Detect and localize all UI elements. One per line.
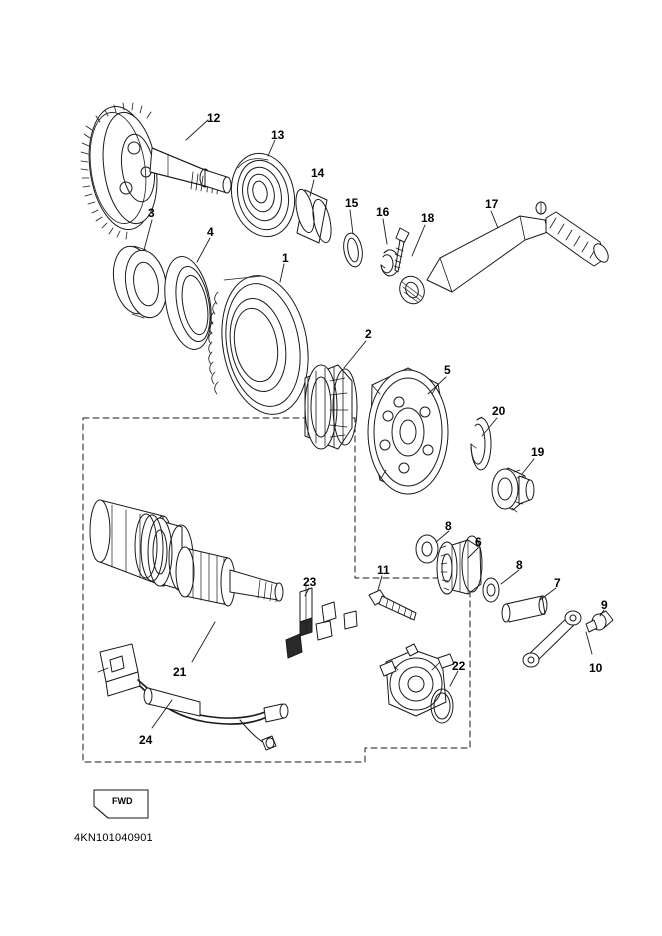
callout-7: 7 [554, 576, 561, 590]
part-20-retaining-clip [471, 417, 491, 470]
callout-19: 19 [531, 445, 545, 459]
part-21-starter-motor [90, 500, 283, 606]
callout-18: 18 [421, 211, 435, 225]
part-9-bolt [586, 611, 613, 632]
part-2-one-way-clutch-cage [305, 365, 357, 449]
callout-6: 6 [475, 535, 482, 549]
part-23-brush-set [286, 586, 357, 658]
part-14-collar [293, 188, 335, 244]
callout-24: 24 [139, 733, 153, 747]
callout-8-left: 8 [445, 519, 452, 533]
part-11-bolt [369, 590, 416, 620]
callout-8-right: 8 [516, 558, 523, 572]
part-8-washer-right [483, 578, 499, 602]
callout-17: 17 [485, 197, 499, 211]
callout-9: 9 [601, 598, 608, 612]
part-1-starter-clutch-housing [209, 269, 319, 421]
part-3-bearing [108, 243, 171, 321]
callout-22: 22 [452, 659, 466, 673]
callout-23: 23 [303, 575, 317, 589]
part-18-bolt [394, 228, 409, 272]
callout-20: 20 [492, 404, 506, 418]
callout-13: 13 [271, 128, 285, 142]
callout-2: 2 [365, 327, 372, 341]
callout-5: 5 [444, 363, 451, 377]
callout-10: 10 [589, 661, 603, 675]
callout-3: 3 [148, 206, 155, 220]
callout-11: 11 [377, 563, 390, 577]
part-22-starter-solenoid [380, 644, 454, 723]
part-10-bracket-stay [523, 611, 581, 667]
part-15-washer [341, 232, 365, 269]
callout-15: 15 [345, 196, 359, 210]
part-8-washer-left [416, 535, 438, 563]
callout-21: 21 [173, 665, 187, 679]
callout-1: 1 [282, 251, 289, 265]
fwd-label: FWD [112, 796, 133, 806]
part-13-starter-clutch-spring [224, 147, 302, 242]
callout-14: 14 [311, 166, 325, 180]
part-number-code: 4KN101040901 [74, 832, 153, 844]
part-19-idle-gear [492, 468, 534, 512]
callout-12: 12 [207, 111, 221, 125]
callout-16: 16 [376, 205, 390, 219]
callout-4: 4 [207, 225, 214, 239]
